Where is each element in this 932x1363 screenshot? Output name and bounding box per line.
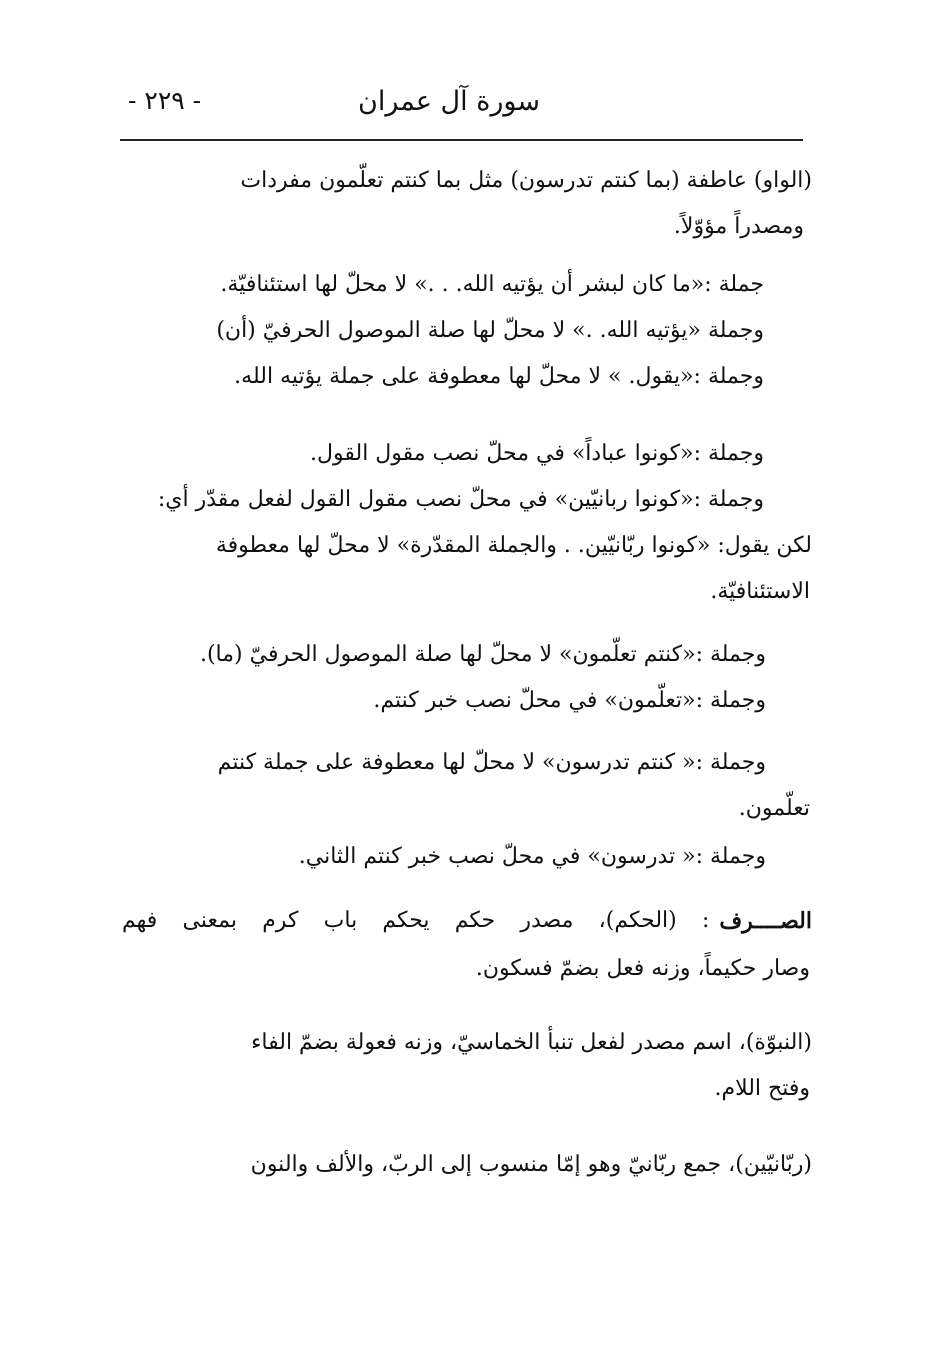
sentence-line: وجملة :«كونوا ربانيّين» في محلّ نصب مقول القول لفعل مقدّر أي: bbox=[157, 487, 764, 512]
paragraph-line: (الواو) عاطفة (بما كنتم تدرسون) مثل بما كنتم تعلّمون مفردات bbox=[240, 168, 812, 193]
sentence-line: وجملة «يؤتيه الله. .» لا محلّ لها صلة الموصول الحرفيّ (أن) bbox=[216, 318, 764, 343]
page-number: - ٢٢٩ - bbox=[128, 86, 202, 115]
morphology-text: : (الحكم)، مصدر حكم يحكم باب كرم بمعنى فهم bbox=[122, 908, 710, 933]
sentence-line: وجملة :«يقول. » لا محلّ لها معطوفة على جملة يؤتيه الله. bbox=[234, 364, 764, 389]
paragraph-line: ومصدراً مؤوّلاً. bbox=[673, 214, 804, 239]
sentence-line: وجملة :« كنتم تدرسون» لا محلّ لها معطوفة على جملة كنتم bbox=[217, 750, 766, 775]
sentence-line: تعلّمون. bbox=[738, 796, 810, 821]
sentence-line: الاستئنافيّة. bbox=[710, 579, 810, 604]
sentence-line: لكن يقول: «كونوا ربّانيّين. . والجملة المقدّرة» لا محلّ لها معطوفة bbox=[215, 533, 812, 558]
header-rule bbox=[120, 139, 803, 141]
morphology-line: وصار حكيماً، وزنه فعل بضمّ فسكون. bbox=[475, 956, 810, 981]
morphology-line: (ربّانيّين)، جمع ربّانيّ وهو إمّا منسوب إلى الربّ، والألف والنون bbox=[250, 1152, 812, 1177]
sentence-line: وجملة :«كونوا عباداً» في محلّ نصب مقول القول. bbox=[310, 441, 764, 466]
sentence-line: وجملة :« تدرسون» في محلّ نصب خبر كنتم الثاني. bbox=[298, 844, 766, 869]
sentence-line: وجملة :«كنتم تعلّمون» لا محلّ لها صلة الموصول الحرفيّ (ما). bbox=[199, 642, 766, 667]
morphology-line: وفتح اللام. bbox=[714, 1076, 810, 1101]
sentence-line: وجملة :«تعلّمون» في محلّ نصب خبر كنتم. bbox=[373, 688, 766, 713]
morphology-line bbox=[122, 908, 812, 934]
morphology-line: (النبوّة)، اسم مصدر لفعل تنبأ الخماسيّ، وزنه فعولة بضمّ الفاء bbox=[251, 1030, 812, 1055]
section-heading: الصــــرف bbox=[719, 908, 812, 934]
surah-title: سورة آل عمران bbox=[358, 86, 540, 117]
sentence-line: جملة :«ما كان لبشر أن يؤتيه الله. . .» لا محلّ لها استئنافيّة. bbox=[220, 272, 764, 297]
page-header bbox=[128, 86, 810, 126]
